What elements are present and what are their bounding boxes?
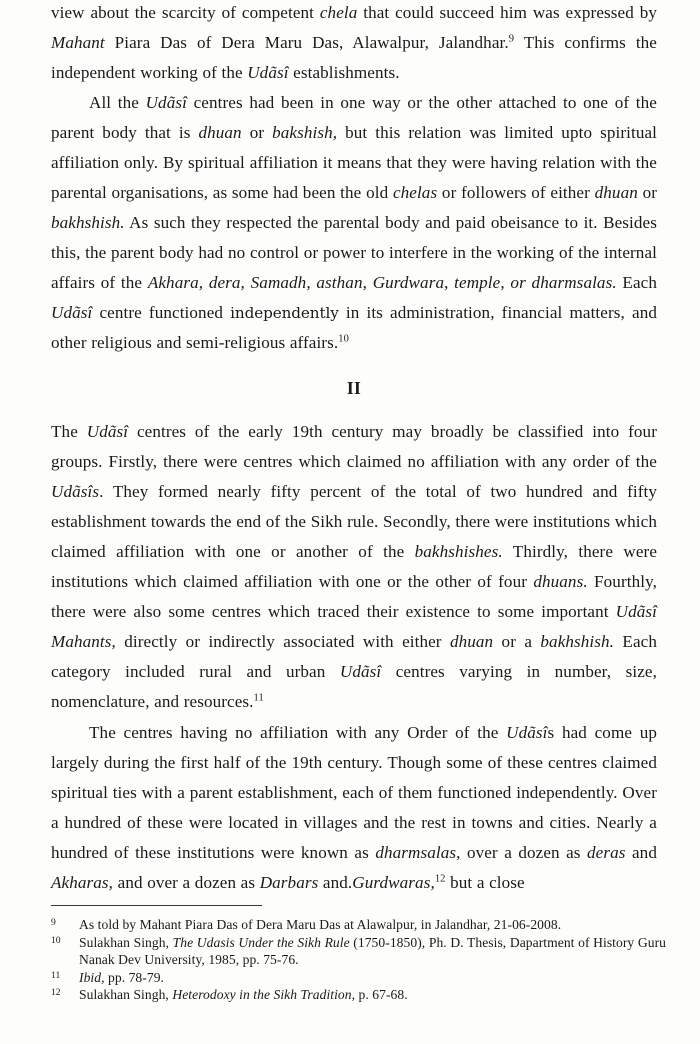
text-run: s <box>547 723 555 742</box>
emphasis-term: Udãsî <box>506 723 548 742</box>
text-run: pp. 78-79. <box>104 969 164 985</box>
paragraph-continued <box>51 0 657 88</box>
section-heading-two: II <box>346 378 362 398</box>
footnote-marker: 11 <box>253 692 264 704</box>
text-run: Sulakhan Singh, <box>79 934 173 950</box>
text-run: As such they respected the parental body and paid obeisance to it. Besides this, the parent body had no control or power to interfere in the working of the internal affairs of the <box>51 213 657 292</box>
emphasis-term: Akharas, <box>51 873 114 892</box>
footnote-text <box>79 934 666 968</box>
text-run: or a <box>493 632 541 651</box>
footnote-number: 12 <box>51 987 61 999</box>
footnote-marker: 12 <box>434 873 446 885</box>
emphasis-term: dhuan <box>449 632 494 651</box>
footnote-number: 10 <box>51 934 61 946</box>
footnote-list <box>51 916 666 1004</box>
emphasis-term: The Udasis Under the Sikh Rule <box>172 934 350 950</box>
text-run: (1750-1850), Ph. D. Thesis, Dapartment of History Guru Nanak Dev University, 1985, pp. 75-76. <box>79 934 666 967</box>
text-run: or <box>241 123 273 142</box>
emphasis-term: deras <box>587 843 626 862</box>
text-run: that could succeed him was expressed by <box>357 3 657 22</box>
text-run: had come up largely during the first half of the 19th century. Though some of these centres claimed spiritual ties with a parent establishment, each of them functioned independently. Over a hundred of these were located in villages and the rest in towns and cities. Nearly a hundred of these institutions were known as <box>51 723 657 862</box>
text-run: Sulakhan Singh, <box>79 987 173 1003</box>
footnote-text <box>79 969 666 986</box>
footnote-separator-rule <box>51 905 262 906</box>
emphasis-term: Udãsî <box>339 662 382 681</box>
text-run: but a close <box>445 873 525 892</box>
text-run: and. <box>318 873 353 892</box>
text-run: This confirms the independent working of the <box>51 33 657 82</box>
footnote-entry <box>51 969 666 986</box>
footnote-entry <box>51 934 666 968</box>
text-run: or followers of either <box>437 183 595 202</box>
emphasis-term: dhuan <box>594 183 638 202</box>
emphasis-term: Udãsî <box>145 93 187 112</box>
text-run: Fourthly, there were also some centres which traced their existence to some important <box>51 572 657 621</box>
text-run: . They formed nearly fifty percent of the total of two hundred and fifty establishment towards the end of the Sikh rule. Secondly, there were institutions which claimed affiliation with one or another of the <box>51 482 657 561</box>
text-run: As told by Mahant Piara Das of Dera Maru Das at Alawalpur, in Jalandhar, 21-06-2008. <box>79 917 562 932</box>
footnote-text <box>79 916 666 933</box>
text-run: establishments. <box>288 63 400 82</box>
emphasis-term: dhuan <box>198 123 242 142</box>
emphasis-term: Udãsî <box>86 422 129 441</box>
emphasis-term: bakhshishes. <box>414 542 503 561</box>
emphasis-term: bakhshish. <box>51 213 125 232</box>
emphasis-term: Akhara, dera, Samadh, asthan, Gurdwara, temple, or dharmsalas. <box>147 273 617 292</box>
text-run: Each <box>616 273 657 292</box>
emphasis-term: dharmsalas, <box>375 843 461 862</box>
text-run: in its administration, financial matters, and other religious and semi-religious affairs. <box>51 303 657 352</box>
text-run: or <box>637 183 658 202</box>
emphasis-term: bakhshish. <box>540 632 615 651</box>
text-run: and over a dozen as <box>113 873 260 892</box>
text-run: view about the scarcity of competent <box>51 3 320 22</box>
footnote-number: 9 <box>51 917 56 928</box>
footnote-marker: 10 <box>338 333 349 345</box>
emphasis-term: Udãsîs <box>51 482 100 501</box>
text-run: centres of the early 19th century may broadly be classified into four groups. Firstly, there were centres which claimed no affiliation with any order of the <box>51 422 657 471</box>
emphasis-term: Udãsî Mahants <box>51 602 657 651</box>
text-run: All the <box>89 93 146 112</box>
footnote-text <box>79 986 666 1003</box>
text-run: centre functioned <box>92 303 231 322</box>
text-run: The centres having no affiliation with any Order of the <box>89 723 507 742</box>
paragraph-classification-four-groups <box>51 417 657 717</box>
text-run: over a dozen as <box>460 843 588 862</box>
emphasis-term: Gurdwaras, <box>352 873 435 892</box>
text-run: centres had been in one way or the other attached to one of the parent body that is <box>51 93 657 142</box>
text-run: , directly or indirectly associated with either <box>111 632 450 651</box>
emphasis-term: Udãsî <box>51 303 93 322</box>
footnote-block <box>51 905 666 1004</box>
footnote-number: 11 <box>51 969 61 981</box>
emphasis-term: Ibid, <box>79 969 105 985</box>
emphasis-term: chela <box>319 3 358 22</box>
paragraph-udasi-centres-attachment <box>51 88 657 358</box>
text-run: Each category included rural and urban <box>51 632 657 681</box>
text-run: Thirdly, there were institutions which claimed affiliation with one or the other of four <box>51 542 658 591</box>
paragraph-no-affiliation-centres <box>51 718 657 898</box>
text-run: centres varying in number, size, nomenclature, and resources. <box>51 662 657 711</box>
emphasis-term: Udãsî <box>247 63 289 82</box>
emphasis-term: Darbars <box>259 873 319 892</box>
emphasis-term: Heterodoxy in the Sikh Tradition, <box>172 987 356 1003</box>
text-run: and <box>625 843 657 862</box>
footnote-marker: 9 <box>508 33 515 45</box>
text-run: The <box>51 422 87 441</box>
emphasis-term: chelas <box>392 183 438 202</box>
text-run: p. 67-68. <box>355 987 408 1003</box>
emphasis-term: Mahant <box>51 33 105 52</box>
footnote-entry <box>51 986 666 1003</box>
text-run: but this relation was limited upto spiritual affiliation only. By spiritual affiliation it means that they were having relation with the parental organisations, as some had been the old <box>51 123 658 202</box>
footnote-entry <box>51 916 666 933</box>
emphasis-term: dhuans. <box>533 572 588 591</box>
text-run: Piara Das of Dera Maru Das, Alawalpur, Jalandhar. <box>104 33 509 52</box>
emphasis-term: bakshish, <box>272 123 338 142</box>
alternate-face-word: independently <box>230 304 339 322</box>
